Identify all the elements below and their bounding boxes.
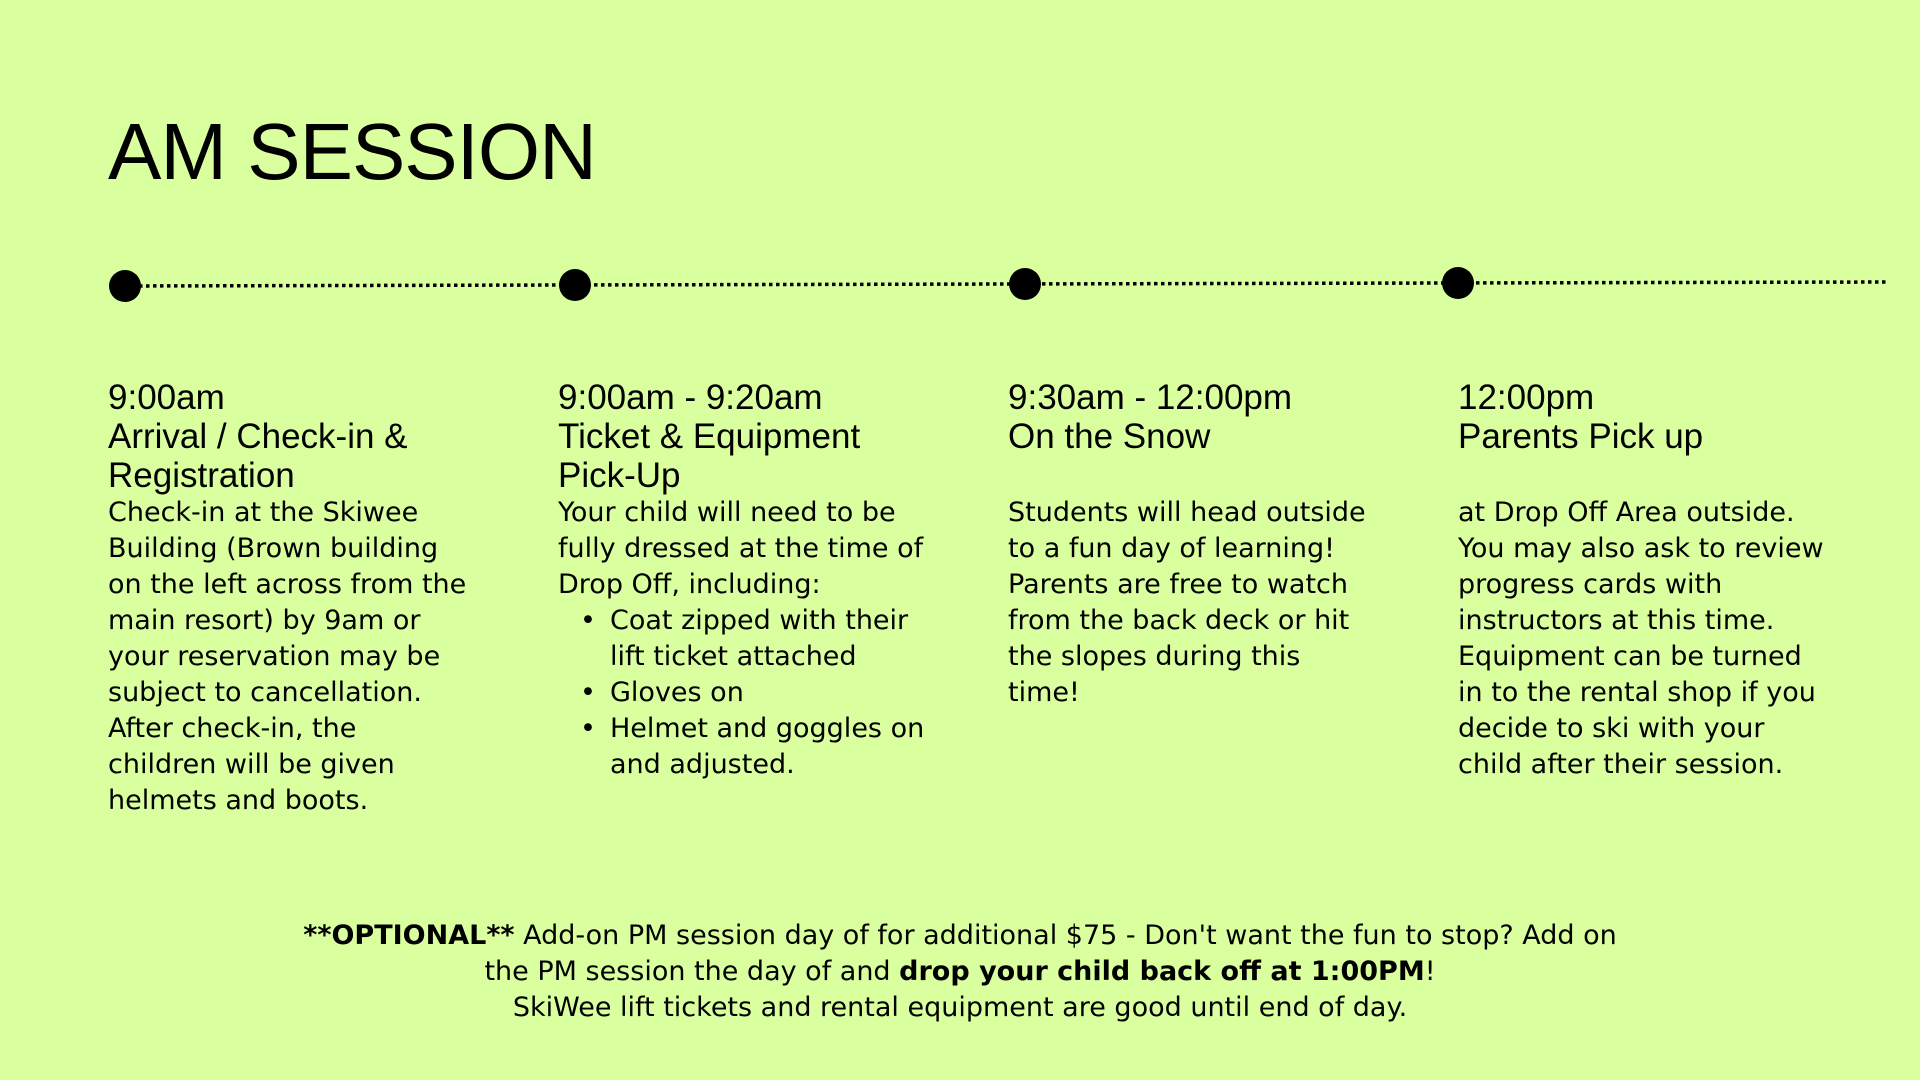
step-time: 9:30am - 12:00pm	[1008, 378, 1293, 417]
step-heading	[108, 378, 468, 495]
dropoff-time-emphasis: drop your child back off at 1:00PM	[899, 956, 1425, 987]
step-title-line1: Parents Pick up	[1458, 417, 1704, 456]
footer-line-2	[260, 954, 1660, 990]
timeline-dotted-line	[125, 282, 1888, 286]
footer-line-1	[260, 918, 1660, 954]
step-title-line1: On the Snow	[1008, 417, 1211, 456]
step-description	[1008, 495, 1368, 711]
step-body: Students will head outside to a fun day of learning! Parents are free to watch from the back deck or hit the slopes during this time!	[1008, 497, 1366, 708]
step-time: 9:00am - 9:20am	[558, 378, 823, 417]
optional-addon-note	[260, 918, 1660, 1026]
step-description	[108, 495, 468, 819]
timeline-step-4	[1458, 378, 1828, 783]
timeline-step-3	[1008, 378, 1368, 711]
step-heading	[558, 378, 928, 495]
step-body: at Drop Off Area outside. You may also ask to review progress cards with instructors at this time. Equipment can be turned in to the rental shop if you decide to ski with your child after their session.	[1458, 497, 1824, 780]
optional-label: **OPTIONAL**	[303, 920, 515, 951]
step-heading	[1008, 378, 1368, 495]
step-body: Your child will need to be fully dressed at the time of Drop Off, including:	[558, 497, 924, 600]
step-description	[1458, 495, 1828, 783]
timeline-dot-2	[559, 269, 591, 301]
timeline-dot-3	[1009, 268, 1041, 300]
step-body: Check-in at the Skiwee Building (Brown building on the left across from the main resort) by 9am or your reservation may be subject to cancellation. After check-in, the children will be given helmets and boots.	[108, 497, 467, 816]
step-time: 12:00pm	[1458, 378, 1595, 417]
timeline-step-2	[558, 378, 928, 783]
step-heading	[1458, 378, 1828, 495]
step-title-line2: Registration	[108, 456, 295, 495]
step-description	[558, 495, 928, 783]
footer-line-2-start: the PM session the day of and	[484, 956, 900, 987]
dress-checklist	[558, 603, 928, 783]
list-item: • Gloves on	[610, 675, 928, 711]
step-title-line2: Pick-Up	[558, 456, 681, 495]
footer-line-2-end: !	[1424, 956, 1436, 987]
timeline-dot-4	[1442, 267, 1474, 299]
timeline-dot-1	[109, 270, 141, 302]
page-title: AM SESSION	[108, 107, 596, 196]
list-item: • Helmet and goggles on and adjusted.	[610, 711, 928, 783]
step-time: 9:00am	[108, 378, 225, 417]
footer-line-1-text: Add-on PM session day of for additional $75 - Don't want the fun to stop? Add on	[514, 920, 1617, 951]
step-title-line1: Arrival / Check-in &	[108, 417, 408, 456]
list-item: • Coat zipped with their lift ticket attached	[610, 603, 928, 675]
footer-line-3: SkiWee lift tickets and rental equipment are good until end of day.	[512, 992, 1408, 1023]
step-title-line1: Ticket & Equipment	[558, 417, 861, 456]
timeline-step-1	[108, 378, 468, 819]
